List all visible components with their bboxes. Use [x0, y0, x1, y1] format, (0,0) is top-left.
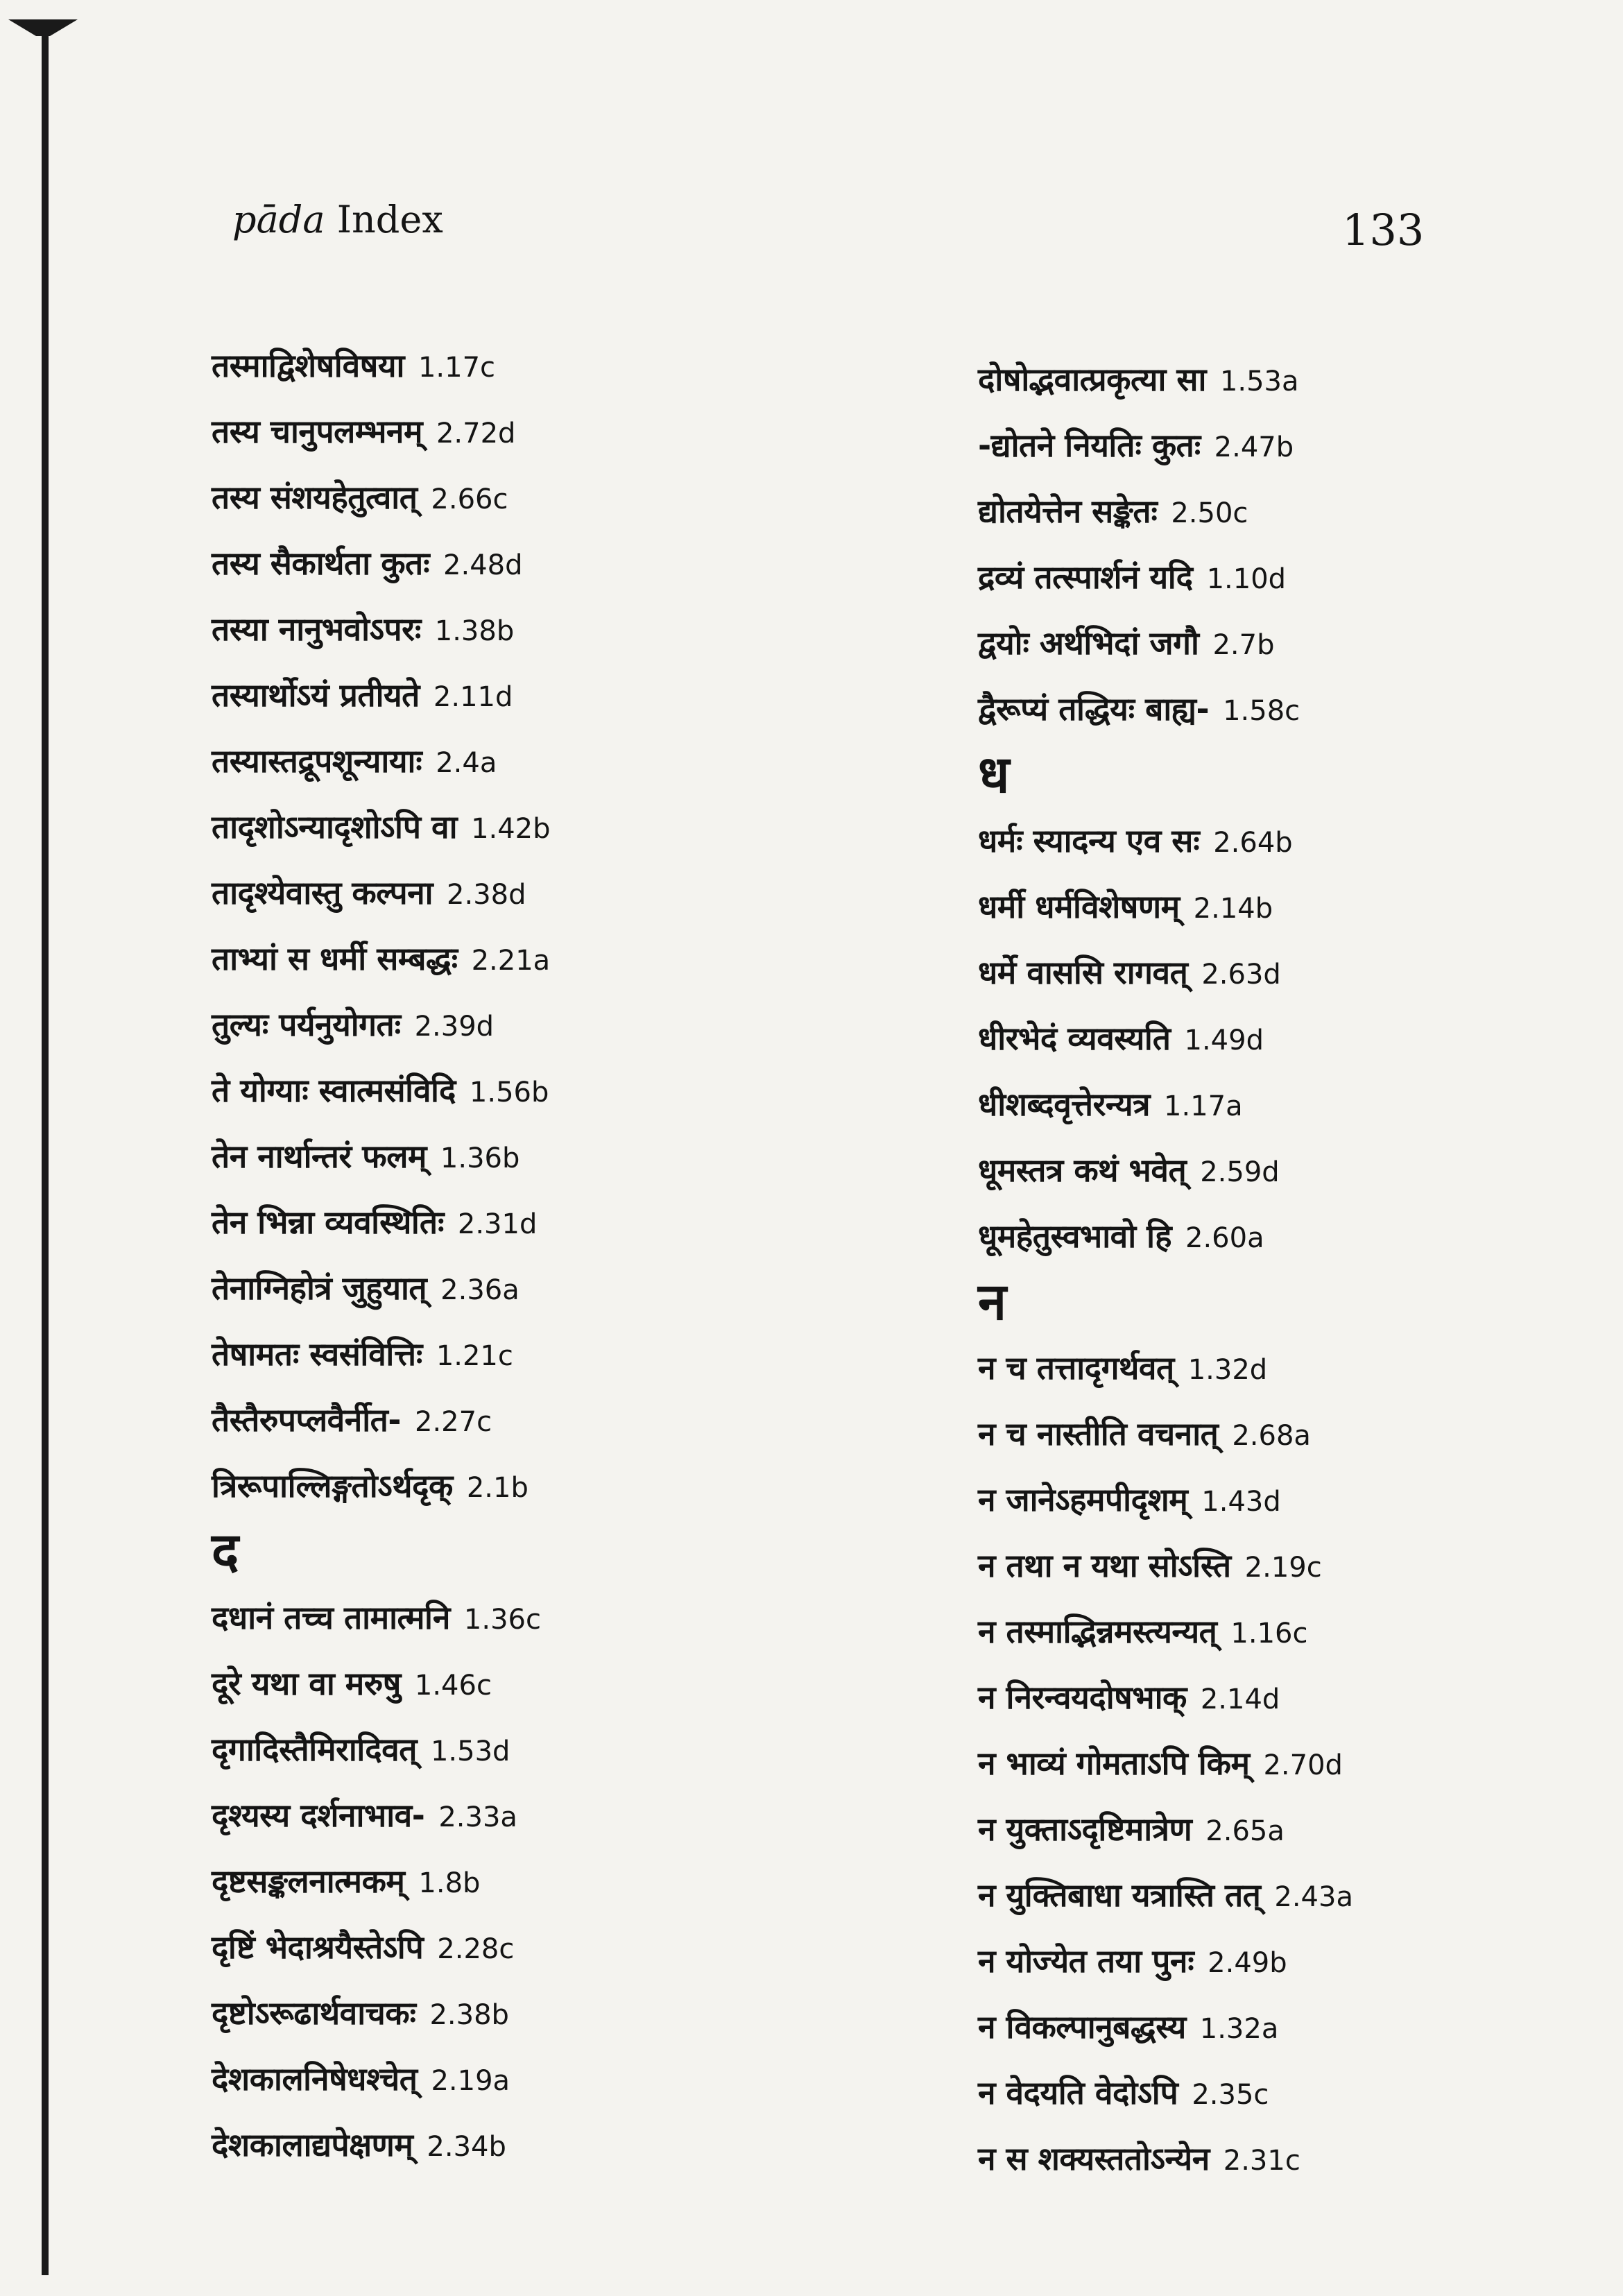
index-entry: [212, 1980, 836, 2046]
entry-reference: 2.19c: [1244, 1552, 1322, 1584]
index-entry: [212, 1453, 836, 1519]
entry-pada: तस्यार्थोऽयं प्रतीयते: [212, 676, 420, 714]
entry-reference: 2.70d: [1263, 1749, 1343, 1781]
index-entry: [978, 1006, 1602, 1072]
entry-pada: न विकल्पानुबद्धस्य: [978, 2008, 1186, 2046]
entry-pada: धर्मः स्यादन्य एव सः: [978, 822, 1200, 859]
entry-reference: 2.11d: [433, 681, 513, 713]
entry-pada: द्रव्यं तत्स्पार्शनं यदि: [978, 558, 1193, 596]
entry-reference: 2.43a: [1274, 1881, 1353, 1913]
entry-pada: तस्य संशयहेतुत्वात्: [212, 479, 418, 516]
binding-edge: [42, 28, 49, 2275]
entry-pada: तेनाग्निहोत्रं जुहुयात्: [212, 1269, 427, 1307]
entry-reference: 2.64b: [1213, 827, 1293, 859]
entry-reference: 1.43d: [1201, 1486, 1281, 1518]
entry-pada: धर्मी धर्मविशेषणम्: [978, 888, 1180, 925]
entry-pada: तस्य चानुपलम्भनम्: [212, 413, 422, 450]
entry-reference: 2.7b: [1212, 629, 1275, 661]
index-entry: [978, 676, 1602, 742]
index-entry: [978, 545, 1602, 610]
entry-pada: तस्या नानुभवोऽपरः: [212, 610, 421, 648]
index-entry: [978, 874, 1602, 940]
index-entry: [212, 860, 836, 926]
section-heading: [212, 1519, 836, 1585]
index-entry: [212, 1849, 836, 1914]
entry-pada: दूरे यथा वा मरुषु: [212, 1665, 401, 1702]
entry-reference: 1.38b: [434, 615, 515, 647]
entry-pada: तादृश्येवास्तु कल्पना: [212, 874, 433, 911]
entry-reference: 2.47b: [1214, 431, 1294, 463]
entry-pada: तेन भिन्ना व्यवस्थितिः: [212, 1203, 444, 1241]
entry-pada: न स शक्यस्ततोऽन्येन: [978, 2140, 1210, 2177]
index-entry: [978, 1862, 1602, 1928]
entry-pada: दृश्यस्य दर्शनाभाव-: [212, 1797, 425, 1834]
header-title-rest: Index: [325, 198, 443, 241]
entry-pada: न भाव्यं गोमताऽपि किम्: [978, 1745, 1250, 1782]
entry-reference: 2.31c: [1223, 2145, 1300, 2177]
entry-reference: 2.68a: [1232, 1420, 1311, 1452]
entry-reference: 2.36a: [440, 1274, 519, 1306]
entry-pada: न योज्येत तया पुनः: [978, 1942, 1194, 1980]
entry-pada: धूमस्तत्र कथं भवेत्: [978, 1151, 1187, 1189]
entry-reference: 1.42b: [471, 813, 551, 845]
entry-reference: 2.65a: [1205, 1815, 1285, 1847]
entry-reference: 1.53d: [430, 1736, 510, 1767]
index-entry: [212, 465, 836, 531]
entry-reference: 1.17c: [418, 352, 496, 384]
index-entry: [978, 347, 1602, 413]
index-entry: [212, 333, 836, 399]
entry-reference: 1.32d: [1187, 1354, 1268, 1386]
entry-reference: 1.53a: [1219, 366, 1299, 397]
entry-reference: 1.36c: [463, 1604, 541, 1636]
entry-reference: 1.56b: [469, 1077, 549, 1108]
entry-pada: न युक्तिबाधा यत्रास्ति तत्: [978, 1876, 1261, 1914]
section-heading: [978, 742, 1602, 808]
entry-reference: 2.27c: [415, 1406, 492, 1438]
index-entry: [212, 1717, 836, 1783]
entry-reference: 1.32a: [1199, 2013, 1279, 2045]
entry-reference: 2.49b: [1208, 1947, 1287, 1979]
index-entry: [978, 1203, 1602, 1269]
entry-pada: देशकालाद्यपेक्षणम्: [212, 2126, 413, 2164]
entry-pada: दधानं तच्च तामात्मनि: [212, 1599, 450, 1636]
entry-reference: 2.72d: [436, 418, 516, 449]
entry-pada: तादृशोऽन्यादृशोऽपि वा: [212, 808, 458, 846]
entry-pada: देशकालनिषेधश्चेत्: [212, 2060, 418, 2098]
index-entry: [978, 1401, 1602, 1467]
entry-pada: न च नास्तीति वचनात्: [978, 1415, 1219, 1453]
entry-reference: 1.17a: [1164, 1090, 1243, 1122]
entry-reference: 2.63d: [1201, 959, 1281, 991]
index-entry: [978, 610, 1602, 676]
index-entry: [978, 479, 1602, 545]
entry-pada: न तस्माद्भिन्नमस्त्यन्यत्: [978, 1613, 1217, 1650]
index-entry: [212, 1124, 836, 1190]
entry-reference: 2.28c: [437, 1933, 515, 1965]
index-entry: [212, 926, 836, 992]
entry-reference: 2.38b: [429, 1999, 509, 2031]
entry-reference: 2.19a: [431, 2065, 510, 2097]
entry-reference: 2.35c: [1192, 2079, 1269, 2111]
entry-pada: धीशब्दवृत्तेरन्यत्र: [978, 1086, 1151, 1123]
entry-pada: तैस्तैरुपप्लवैर्नीत-: [212, 1401, 401, 1439]
entry-reference: 2.1b: [466, 1472, 529, 1504]
entry-pada: न निरन्वयदोषभाक्: [978, 1679, 1187, 1716]
entry-reference: 2.14d: [1200, 1684, 1280, 1715]
header-title-italic: pāda: [232, 198, 325, 241]
entry-reference: 2.34b: [427, 2131, 506, 2163]
entry-pada: न जानेऽहमपीदृशम्: [978, 1481, 1188, 1518]
index-entry: [978, 940, 1602, 1006]
index-entry: [212, 662, 836, 728]
entry-pada: द्वैरूप्यं तद्धियः बाह्य-: [978, 690, 1210, 728]
index-entry: [978, 413, 1602, 479]
entry-reference: 1.8b: [418, 1867, 481, 1899]
index-entry: [212, 1783, 836, 1849]
right-index-column: [978, 347, 1602, 2192]
entry-pada: धर्मे वाससि रागवत्: [978, 954, 1188, 991]
entry-pada: त्रिरूपाल्लिङ्गतोऽर्थदृक्: [212, 1467, 453, 1505]
index-entry: [978, 1797, 1602, 1862]
entry-reference: 2.60a: [1185, 1222, 1264, 1254]
entry-reference: 1.36b: [440, 1142, 520, 1174]
section-letter: न: [978, 1272, 1007, 1332]
entry-reference: 2.21a: [471, 945, 551, 977]
entry-reference: 1.16c: [1230, 1618, 1308, 1650]
entry-pada: तेन नार्थान्तरं फलम्: [212, 1138, 427, 1175]
entry-pada: दृष्टिं भेदाश्रयैस्तेऽपि: [212, 1928, 424, 1966]
entry-pada: धूमहेतुस्वभावो हि: [978, 1217, 1172, 1255]
index-entry: [212, 2112, 836, 2178]
entry-pada: तुल्यः पर्यनुयोगतः: [212, 1006, 401, 1043]
entry-pada: धीरभेदं व्यवस्यति: [978, 1020, 1171, 1057]
entry-reference: 2.4a: [436, 747, 497, 779]
entry-pada: तस्यास्तद्रूपशून्यायाः: [212, 742, 422, 780]
entry-pada: तस्माद्विशेषविषया: [212, 347, 404, 384]
index-entry: [212, 1190, 836, 1256]
index-entry: [978, 1665, 1602, 1731]
entry-reference: 1.49d: [1184, 1025, 1264, 1056]
index-entry: [978, 1467, 1602, 1533]
entry-pada: ताभ्यां स धर्मी सम्बद्धः: [212, 940, 458, 977]
index-entry: [978, 2126, 1602, 2192]
index-entry: [212, 1651, 836, 1717]
entry-pada: न युक्ताऽदृष्टिमात्रेण: [978, 1810, 1192, 1848]
index-entry: [978, 1731, 1602, 1797]
index-entry: [212, 531, 836, 597]
page-header-title: [232, 198, 443, 241]
entry-reference: 2.59d: [1200, 1156, 1280, 1188]
section-letter: ध: [978, 745, 1010, 805]
entry-pada: ते योग्याः स्वात्मसंविदि: [212, 1072, 456, 1109]
index-entry: [978, 1138, 1602, 1203]
index-entry: [978, 1533, 1602, 1599]
entry-reference: 2.48d: [443, 549, 523, 581]
section-heading: [978, 1269, 1602, 1335]
index-entry: [212, 1585, 836, 1651]
index-entry: [212, 399, 836, 465]
left-index-column: [212, 333, 836, 2178]
index-entry: [978, 808, 1602, 874]
page-number: 133: [1342, 205, 1425, 255]
index-entry: [212, 1256, 836, 1321]
index-entry: [978, 1599, 1602, 1665]
entry-pada: दृगादिस्तैमिरादिवत्: [212, 1731, 417, 1768]
entry-pada: न तथा न यथा सोऽस्ति: [978, 1547, 1231, 1584]
entry-pada: द्वयोः अर्थभिदां जगौ: [978, 624, 1199, 662]
index-entry: [212, 794, 836, 860]
entry-reference: 2.50c: [1171, 497, 1248, 529]
entry-reference: 1.21c: [436, 1340, 513, 1372]
section-letter: द: [212, 1522, 239, 1582]
entry-pada: दोषोद्भवात्प्रकृत्या सा: [978, 361, 1206, 398]
entry-pada: न वेदयति वेदोऽपि: [978, 2074, 1178, 2111]
index-entry: [212, 1058, 836, 1124]
entry-reference: 1.10d: [1206, 563, 1287, 595]
entry-pada: तेषामतः स्वसंवित्तिः: [212, 1335, 422, 1373]
entry-pada: -द्योतने नियतिः कुतः: [978, 427, 1201, 464]
index-entry: [212, 992, 836, 1058]
index-entry: [212, 1321, 836, 1387]
index-entry: [978, 1928, 1602, 1994]
index-entry: [212, 2046, 836, 2112]
index-entry: [978, 1994, 1602, 2060]
index-entry: [212, 728, 836, 794]
index-entry: [978, 1335, 1602, 1401]
entry-reference: 2.39d: [414, 1011, 495, 1043]
entry-reference: 1.58c: [1223, 695, 1300, 727]
entry-pada: दृष्टोऽरूढार्थवाचकः: [212, 1994, 416, 2032]
entry-reference: 2.38d: [447, 879, 526, 911]
entry-reference: 2.14b: [1193, 893, 1273, 925]
index-entry: [978, 2060, 1602, 2126]
entry-pada: द्योतयेत्तेन सङ्केतः: [978, 492, 1158, 530]
entry-pada: तस्य सैकार्थता कुतः: [212, 545, 430, 582]
entry-pada: दृष्टसङ्कलनात्मकम्: [212, 1862, 405, 1900]
index-entry: [212, 1387, 836, 1453]
entry-pada: न च तत्तादृगर्थवत्: [978, 1349, 1174, 1387]
entry-reference: 2.31d: [457, 1208, 538, 1240]
index-entry: [978, 1072, 1602, 1138]
index-entry: [212, 1914, 836, 1980]
entry-reference: 2.33a: [438, 1801, 517, 1833]
entry-reference: 2.66c: [431, 483, 508, 515]
index-entry: [212, 597, 836, 662]
entry-reference: 1.46c: [414, 1670, 492, 1702]
